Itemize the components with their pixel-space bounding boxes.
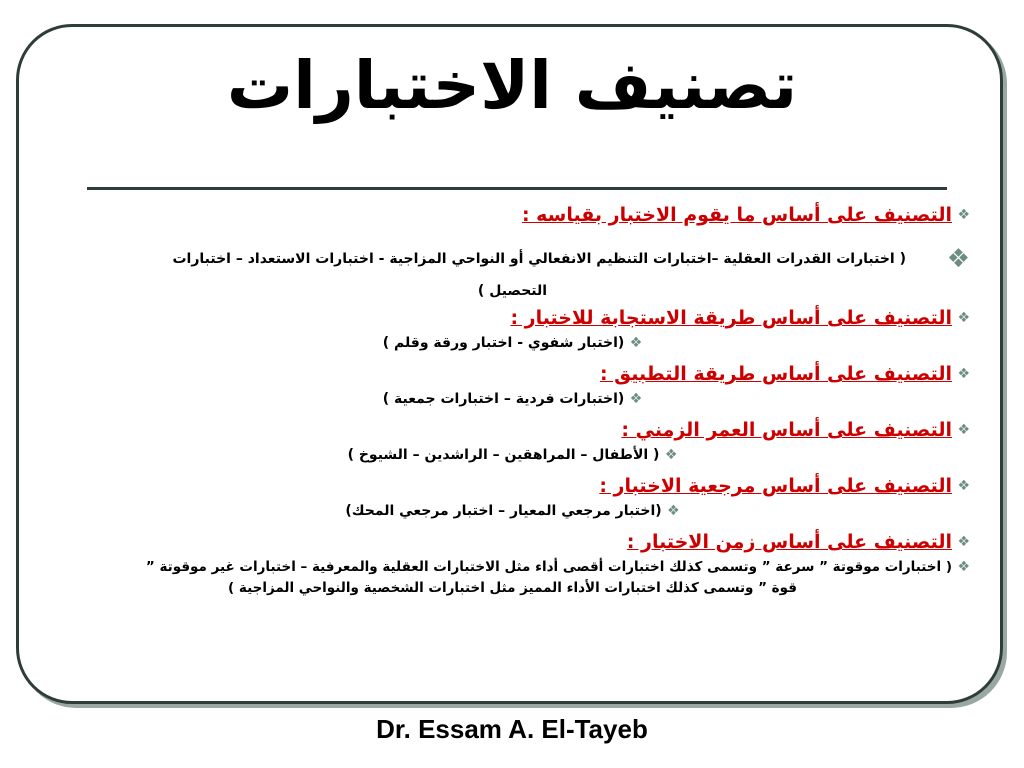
section-detail-text: (اختبارات فردية – اختبارات جمعية ) bbox=[382, 391, 625, 407]
section-detail-3 bbox=[55, 391, 970, 407]
section-heading-3 bbox=[55, 363, 970, 385]
diamond-bullet-icon: ❖ bbox=[946, 244, 970, 274]
section-detail-4 bbox=[55, 447, 970, 463]
diamond-bullet-icon: ❖ bbox=[629, 335, 643, 351]
section-heading-text: التصنيف على أساس ما يقوم الاختبار بقياسه : bbox=[521, 204, 952, 226]
author-footer: Dr. Essam A. El-Tayeb bbox=[376, 714, 648, 744]
section-detail-6 bbox=[55, 559, 970, 575]
section-heading-text: التصنيف على أساس زمن الاختبار : bbox=[626, 531, 952, 553]
section-detail-text: التحصيل ) bbox=[477, 283, 548, 299]
diamond-bullet-icon: ❖ bbox=[957, 534, 970, 550]
slide-title: تصنيف الاختبارات bbox=[226, 47, 798, 124]
section-detail-2 bbox=[55, 335, 970, 351]
section-detail-6-continued bbox=[55, 577, 970, 596]
section-heading-6 bbox=[55, 531, 970, 553]
section-heading-5 bbox=[55, 475, 970, 497]
section-heading-1 bbox=[55, 204, 970, 226]
diamond-bullet-icon: ❖ bbox=[957, 207, 970, 223]
section-detail-1 bbox=[55, 244, 970, 274]
section-detail-1-continued bbox=[55, 280, 970, 299]
diamond-bullet-icon: ❖ bbox=[957, 422, 970, 438]
section-detail-5 bbox=[55, 503, 970, 519]
section-detail-text: ( الأطفال – المراهقين – الراشدين – الشيوخ ) bbox=[347, 447, 660, 463]
section-detail-text: قوة ” وتسمى كذلك اختبارات الأداء المميز مثل اختبارات الشخصية والنواحي المزاجية ) bbox=[228, 580, 797, 596]
diamond-bullet-icon: ❖ bbox=[957, 478, 970, 494]
diamond-bullet-icon: ❖ bbox=[629, 391, 643, 407]
diamond-bullet-icon: ❖ bbox=[957, 310, 970, 326]
section-detail-text: (اختبار شفوي - اختبار ورقة وقلم ) bbox=[382, 335, 625, 351]
section-detail-text: (اختبار مرجعي المعيار – اختبار مرجعي المحك) bbox=[345, 503, 662, 519]
section-heading-4 bbox=[55, 419, 970, 441]
section-heading-2 bbox=[55, 307, 970, 329]
section-heading-text: التصنيف على أساس طريقة الاستجابة للاختبار : bbox=[510, 307, 952, 329]
diamond-bullet-icon: ❖ bbox=[957, 366, 970, 382]
section-heading-text: التصنيف على أساس مرجعية الاختبار : bbox=[599, 475, 952, 497]
section-heading-text: التصنيف على أساس طريقة التطبيق : bbox=[599, 363, 952, 385]
section-detail-text: ( اختبارات القدرات العقلية –اختبارات التنظيم الانفعالي أو النواحي المزاجية - اختبارات الاستعداد – اختبارات bbox=[172, 251, 906, 267]
title-divider bbox=[87, 187, 947, 190]
diamond-bullet-icon: ❖ bbox=[957, 559, 970, 575]
diamond-bullet-icon: ❖ bbox=[667, 503, 680, 519]
section-detail-text: ( اختبارات موقوتة ” سرعة ” وتسمى كذلك اختبارات أقصى أداء مثل الاختبارات العقلية والمعرفية – اختبارات غير موقوتة ” bbox=[145, 559, 952, 575]
diamond-bullet-icon: ❖ bbox=[664, 447, 678, 463]
section-heading-text: التصنيف على أساس العمر الزمني : bbox=[621, 419, 952, 441]
slide-content bbox=[55, 200, 970, 596]
